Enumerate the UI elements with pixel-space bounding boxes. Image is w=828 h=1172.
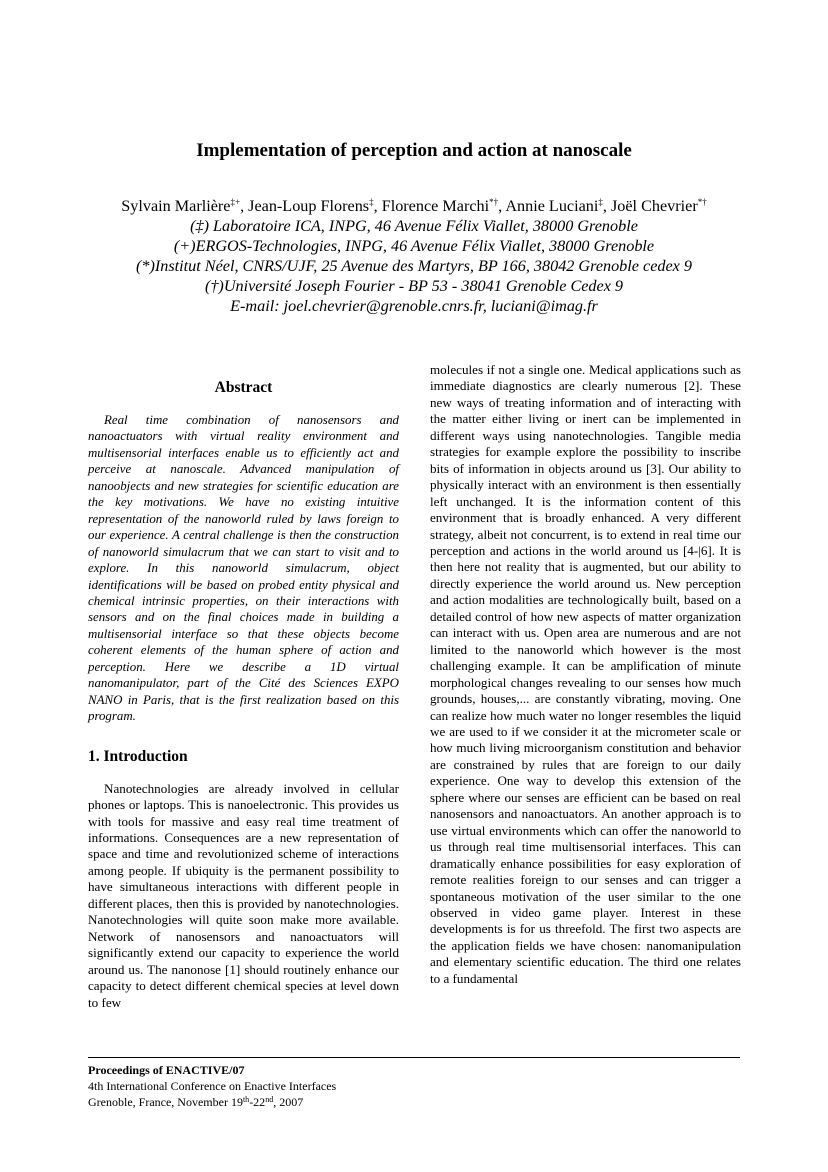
left-column <box>88 378 399 1011</box>
introduction-paragraph: Nanotechnologies are already involved in cellular phones or laptops. This is nanoelectronic. This provides us with tools for massive and easy real time treatment of informations. Consequences are a new representation of space and time and revolutionized scheme of interactions among people. If ubiquity is the permanent possibility to have simultaneous interactions with different people in different places, then this is provided by nanotechnologies. Nanotechnologies will quite soon make more available. Network of nanosensors and nanoactuators will significantly extend our capacity to experience the world around us. The nanonose [1] should routinely enhance our capacity to detect different chemical species at level down to few <box>88 780 399 1010</box>
author-affiliation-mark: ‡ <box>369 197 374 207</box>
footer-conference: 4th International Conference on Enactive Interfaces <box>88 1079 337 1093</box>
author-name: , Joël Chevrier <box>602 197 698 215</box>
author-name: , Annie Luciani <box>498 197 599 215</box>
author-affiliation-mark: *† <box>489 197 499 207</box>
abstract-heading: Abstract <box>214 379 273 396</box>
paper-title: Implementation of perception and action at nanoscale <box>196 140 632 161</box>
affiliation-line: (‡) Laboratoire ICA, INPG, 46 Avenue Félix Viallet, 38000 Grenoble <box>190 217 638 235</box>
author-affiliation-mark: ‡ <box>598 197 603 207</box>
footer-year: , 2007 <box>273 1095 304 1109</box>
footer-ordinal: nd <box>265 1095 274 1104</box>
author-name: , Florence Marchi <box>373 197 490 215</box>
footer-location-date <box>88 1094 740 1110</box>
abstract-text: Real time combination of nanosensors and nanoactuators with virtual reality environment and multisensorial interfaces enable us to efficiently act and perceive at nanoscale. Advanced manipulation of nanoobjects and new strategies for scientific education are the key motivations. We have no existing intuitive representation of the nanoworld ruled by laws foreign to our experience. A central challenge is then the construction of nanoworld simulacrum that we can start to visit and to explore. In this nanoworld simulacrum, object identifications will be based on probed entity physical and chemical intrinsic properties, on their interactions with sensors and on the final choices made in building a multisensorial interface so that these objects become coherent elements of the human sphere of action and perception. Here we describe a 1D virtual nanomanipulator, part of the Cité des Sciences EXPO NANO in Paris, that is the first realization based on this program. <box>88 413 399 724</box>
affiliation-line: (†)Université Joseph Fourier - BP 53 - 38041 Grenoble Cedex 9 <box>204 277 624 295</box>
author-block <box>60 196 768 316</box>
author-affiliation-mark: *† <box>697 197 707 207</box>
author-name: Sylvain Marlière <box>121 197 231 215</box>
footer-location: Grenoble, France, November 19 <box>88 1095 243 1109</box>
footer-date-range: -22 <box>249 1095 266 1109</box>
author-affiliation-mark: ‡+ <box>230 197 241 207</box>
section-heading-introduction: 1. Introduction <box>88 747 188 765</box>
footer-ordinal: th <box>242 1095 250 1104</box>
author-name: , Jean-Loup Florens <box>240 197 370 215</box>
right-column <box>430 362 741 987</box>
affiliation-line: (+)ERGOS-Technologies, INPG, 46 Avenue Félix Viallet, 38000 Grenoble <box>173 237 655 255</box>
contact-email: E-mail: joel.chevrier@grenoble.cnrs.fr, luciani@imag.fr <box>230 297 598 315</box>
affiliation-line: (*)Institut Néel, CNRS/UJF, 25 Avenue des Martyrs, BP 166, 38042 Grenoble cedex 9 <box>136 257 692 275</box>
footer-venue: Proceedings of ENACTIVE/07 <box>88 1063 245 1077</box>
introduction-paragraph-continued: molecules if not a single one. Medical applications such as immediate diagnostics are clearly numerous [2]. These new ways of treating information and of interacting with the matter either living or inert can be implemented in different ways using nanotechnologies. Tangible media strategies for example explore the possibility to inscribe bits of information in objects around us [3]. Our ability to physically interact with an environment is then essentially left unchanged. It is the information content of this environment that is broadly enhanced. A very different strategy, albeit not concurrent, is to extend in real time our perception and actions in the world around us [4-|6]. It is then here not reality that is augmented, but our ability to directly experience the world around us. New perception and action modalities are technologically built, based on a detailed control of how new aspects of matter organization can interact with us. Open area are numerous and are not limited to the nanoworld which however is the most challenging example. It can be amplification of minute morphological changes revealing to our senses how much grounds, houses,... are constantly vibrating, moving. One can realize how much water no longer resembles the liquid we are used to if we consider it at the micrometer scale or how much living microorganism constitution and behavior are constrained by rules that are foreign to our daily experience. One way to develop this extension of the sphere where our senses are efficient can be based on real nanosensors and nanoactuators. An another approach is to use virtual environments which can offer the nanoworld to us through real time multisensorial interfaces. This can dramatically enhance possibilities for easy exploration of remote realities foreign to our senses and can trigger a spontaneous motivation of the user similar to the one observed in video game player. Interest in these developments is for us threefold. The first two aspects are the application fields we have chosen: nanomanipulation and elementary scientific education. The third one relates to a fundamental <box>430 362 741 986</box>
page-footer <box>88 1062 740 1110</box>
footer-divider <box>88 1057 740 1058</box>
author-list <box>60 196 768 216</box>
